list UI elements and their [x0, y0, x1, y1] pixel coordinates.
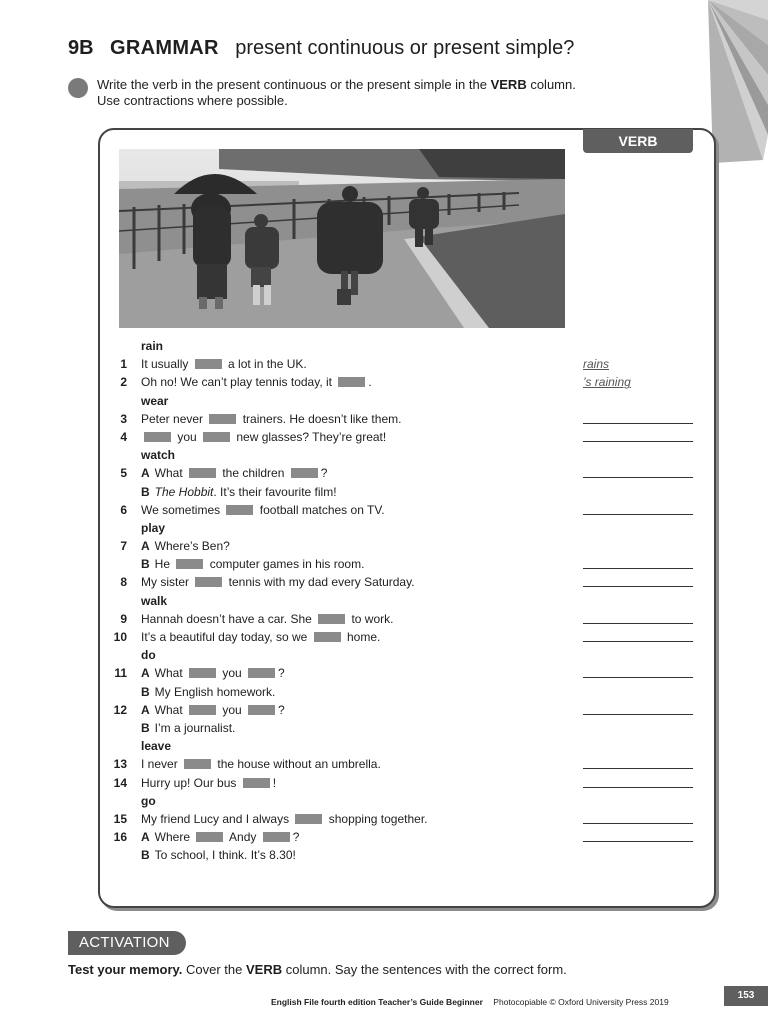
sentence-text: [141, 664, 285, 682]
blank-gap: [291, 468, 318, 478]
copyright: Photocopiable © Oxford University Press 2019: [493, 997, 669, 1007]
sentence-segment: ?: [278, 702, 285, 717]
speaker-label: A: [141, 539, 150, 554]
exercise-line: [106, 719, 706, 737]
sentence-segment: you: [219, 666, 246, 681]
question-number: 3: [120, 411, 127, 426]
sentence-text: [141, 410, 401, 428]
answer-line[interactable]: [583, 768, 693, 769]
sentence-segment: Where: [154, 830, 194, 845]
page-title: [68, 37, 574, 60]
title-text: The Hobbit: [154, 484, 214, 499]
speaker-label: B: [141, 720, 150, 735]
sentence-segment: new glasses? They’re great!: [233, 429, 387, 444]
blank-gap: [189, 468, 216, 478]
speaker-label: B: [141, 484, 150, 499]
activation-instructions: Test your memory. Cover the VERB column. Say the sentences with the correct form.: [68, 962, 567, 977]
exercise-line: [106, 810, 706, 828]
question-number: 6: [120, 502, 127, 517]
answer-line[interactable]: [583, 714, 693, 715]
sentence-text: [141, 719, 235, 737]
verb-column-header: VERB: [583, 129, 693, 153]
question-number: 5: [120, 466, 127, 481]
exercise-line: [106, 355, 706, 373]
question-number: 13: [113, 757, 127, 772]
sentence-segment: Hurry up! Our bus: [141, 775, 240, 790]
instruction-bullet-icon: [68, 78, 88, 98]
sentence-segment: He: [154, 557, 174, 572]
exercise-line: [106, 501, 706, 519]
sentence-segment: My sister: [141, 575, 193, 590]
sentence-segment: My English homework.: [154, 684, 276, 699]
speaker-label: A: [141, 666, 150, 681]
blank-gap: [318, 614, 345, 624]
question-number: 1: [120, 357, 127, 372]
question-number: 10: [113, 630, 127, 644]
speaker-label: A: [141, 702, 150, 717]
blank-gap: [189, 705, 216, 715]
sentence-segment: tennis with my dad every Saturday.: [225, 575, 415, 590]
question-number: 9: [120, 611, 127, 626]
blank-gap: [295, 814, 322, 824]
verb-group-label: watch: [141, 448, 176, 463]
answer-line[interactable]: [583, 586, 693, 587]
exercise-line: [106, 683, 706, 701]
sentence-segment: ?: [320, 466, 328, 481]
exercise-line: [106, 828, 706, 846]
sentence-text: [141, 628, 380, 646]
answer-line[interactable]: [583, 568, 693, 569]
exercise-line: [106, 755, 706, 773]
blank-gap: [189, 668, 216, 678]
blank-gap: [338, 377, 365, 387]
sentence-segment: you: [174, 429, 201, 444]
example-answer: ’s raining: [583, 375, 631, 390]
sentence-text: [141, 373, 372, 391]
rainy-promenade-photo: [119, 149, 565, 328]
question-number: 15: [113, 811, 127, 826]
answer-line[interactable]: [583, 423, 693, 424]
exercise-list: [106, 337, 706, 864]
sentence-segment: It’s a beautiful day today, so we: [141, 630, 311, 644]
blank-gap: [243, 778, 270, 788]
question-number: 16: [113, 830, 127, 845]
blank-gap: [184, 759, 211, 769]
page-number: 153: [724, 986, 768, 1006]
speaker-label: B: [141, 684, 150, 699]
sentence-segment: football matches on TV.: [256, 502, 385, 517]
sentence-text: [141, 610, 393, 628]
sentence-segment: ?: [278, 666, 285, 681]
sentence-text: [141, 464, 327, 482]
sentence-segment: Where’s Ben?: [154, 539, 230, 554]
question-number: 11: [114, 666, 127, 681]
exercise-line: [106, 410, 706, 428]
exercise-line: [106, 664, 706, 682]
sentence-segment: the house without an umbrella.: [214, 757, 381, 772]
section-number: 9B: [68, 37, 94, 59]
blank-gap: [263, 832, 290, 842]
exercise-line: [106, 774, 706, 792]
book-title: English File fourth edition Teacher’s Guide Beginner: [271, 997, 483, 1007]
sentence-segment: Andy: [226, 830, 260, 845]
example-answer: rains: [583, 357, 610, 372]
sentence-segment: !: [272, 775, 277, 790]
blank-gap: [314, 632, 341, 642]
question-number: 7: [120, 539, 127, 554]
sentence-text: [141, 573, 415, 591]
sentence-segment: It usually: [141, 357, 192, 372]
answer-line[interactable]: [583, 441, 693, 442]
sentence-segment: To school, I think. It’s 8.30!: [154, 848, 296, 863]
exercise-line: [106, 573, 706, 591]
sentence-segment: I never: [141, 757, 182, 772]
sentence-segment: ?: [292, 830, 300, 845]
blank-gap: [209, 414, 236, 424]
sentence-segment: What: [154, 466, 187, 481]
question-number: 2: [120, 375, 127, 390]
exercise-line: [106, 537, 706, 555]
sentence-segment: shopping together.: [325, 811, 428, 826]
blank-gap: [195, 359, 222, 369]
sentence-text: [141, 683, 275, 701]
sentence-segment: My friend Lucy and I always: [141, 811, 293, 826]
sentence-segment: .: [368, 375, 372, 390]
answer-line[interactable]: [583, 514, 693, 515]
sentence-segment: Peter never: [141, 411, 207, 426]
exercise-line: [106, 701, 706, 719]
exercise-line: [106, 610, 706, 628]
blank-gap: [144, 432, 171, 442]
verb-group-label: leave: [141, 739, 172, 754]
section-name: GRAMMAR: [110, 37, 219, 59]
exercise-line: [106, 428, 706, 446]
verb-group-label: walk: [141, 593, 168, 608]
sentence-segment: We sometimes: [141, 502, 224, 517]
exercise-line: [106, 483, 706, 501]
sentence-text: [141, 537, 230, 555]
corner-decoration: [708, 0, 768, 170]
sentence-segment: . It’s their favourite film!: [213, 484, 337, 499]
question-number: 8: [120, 575, 127, 590]
sentence-text: [141, 774, 276, 792]
blank-gap: [176, 559, 203, 569]
sentence-segment: Hannah doesn’t have a car. She: [141, 611, 316, 626]
verb-group-label: rain: [141, 339, 164, 353]
verb-group-label: do: [141, 648, 156, 663]
answer-line[interactable]: [583, 477, 693, 478]
blank-gap: [203, 432, 230, 442]
exercise-line: [106, 464, 706, 482]
sentence-text: [141, 755, 381, 773]
page-footer: [271, 997, 669, 1007]
sentence-segment: the children: [219, 466, 288, 481]
sentence-segment: home.: [343, 630, 381, 644]
blank-gap: [226, 505, 253, 515]
answer-line[interactable]: [583, 623, 693, 624]
verb-group-label: wear: [141, 393, 169, 408]
speaker-label: B: [141, 557, 150, 572]
answer-line[interactable]: [583, 823, 693, 824]
sentence-text: [141, 846, 296, 864]
sentence-text: [141, 555, 364, 573]
answer-line[interactable]: [583, 641, 693, 642]
sentence-segment: to work.: [348, 611, 394, 626]
sentence-text: [141, 701, 285, 719]
sentence-text: [141, 428, 386, 446]
verb-group-label: go: [141, 793, 156, 808]
sentence-text: [141, 355, 307, 373]
sentence-text: [141, 828, 299, 846]
sentence-segment: computer games in his room.: [206, 557, 365, 572]
sentence-text: [141, 501, 385, 519]
instructions: Write the verb in the present continuous or the present simple in the VERB column. Use contractions where possible.: [97, 77, 576, 108]
sentence-text: [141, 810, 428, 828]
sentence-segment: I’m a journalist.: [154, 720, 236, 735]
exercise-line: [106, 628, 706, 646]
exercise-line: [106, 555, 706, 573]
exercise-line: [106, 373, 706, 391]
speaker-label: A: [141, 830, 150, 845]
answer-line[interactable]: [583, 841, 693, 842]
sentence-segment: you: [219, 702, 246, 717]
answer-line[interactable]: [583, 787, 693, 788]
section-subtitle: present continuous or present simple?: [235, 37, 575, 59]
exercise-line: [106, 846, 706, 864]
sentence-segment: trainers. He doesn’t like them.: [239, 411, 402, 426]
activation-tab: [68, 931, 186, 955]
answer-line[interactable]: [583, 677, 693, 678]
sentence-text: [141, 483, 337, 501]
question-number: 12: [113, 702, 127, 717]
speaker-label: A: [141, 466, 150, 481]
sentence-segment: a lot in the UK.: [224, 357, 307, 372]
blank-gap: [196, 832, 223, 842]
blank-gap: [195, 577, 222, 587]
question-number: 4: [120, 429, 127, 444]
speaker-label: B: [141, 848, 150, 863]
activation-label: ACTIVATION: [79, 934, 170, 951]
sentence-segment: What: [154, 666, 187, 681]
sentence-segment: Oh no! We can’t play tennis today, it: [141, 375, 336, 390]
verb-group-label: play: [141, 520, 166, 535]
sentence-segment: What: [154, 702, 187, 717]
question-number: 14: [113, 775, 127, 790]
blank-gap: [248, 668, 275, 678]
blank-gap: [248, 705, 275, 715]
